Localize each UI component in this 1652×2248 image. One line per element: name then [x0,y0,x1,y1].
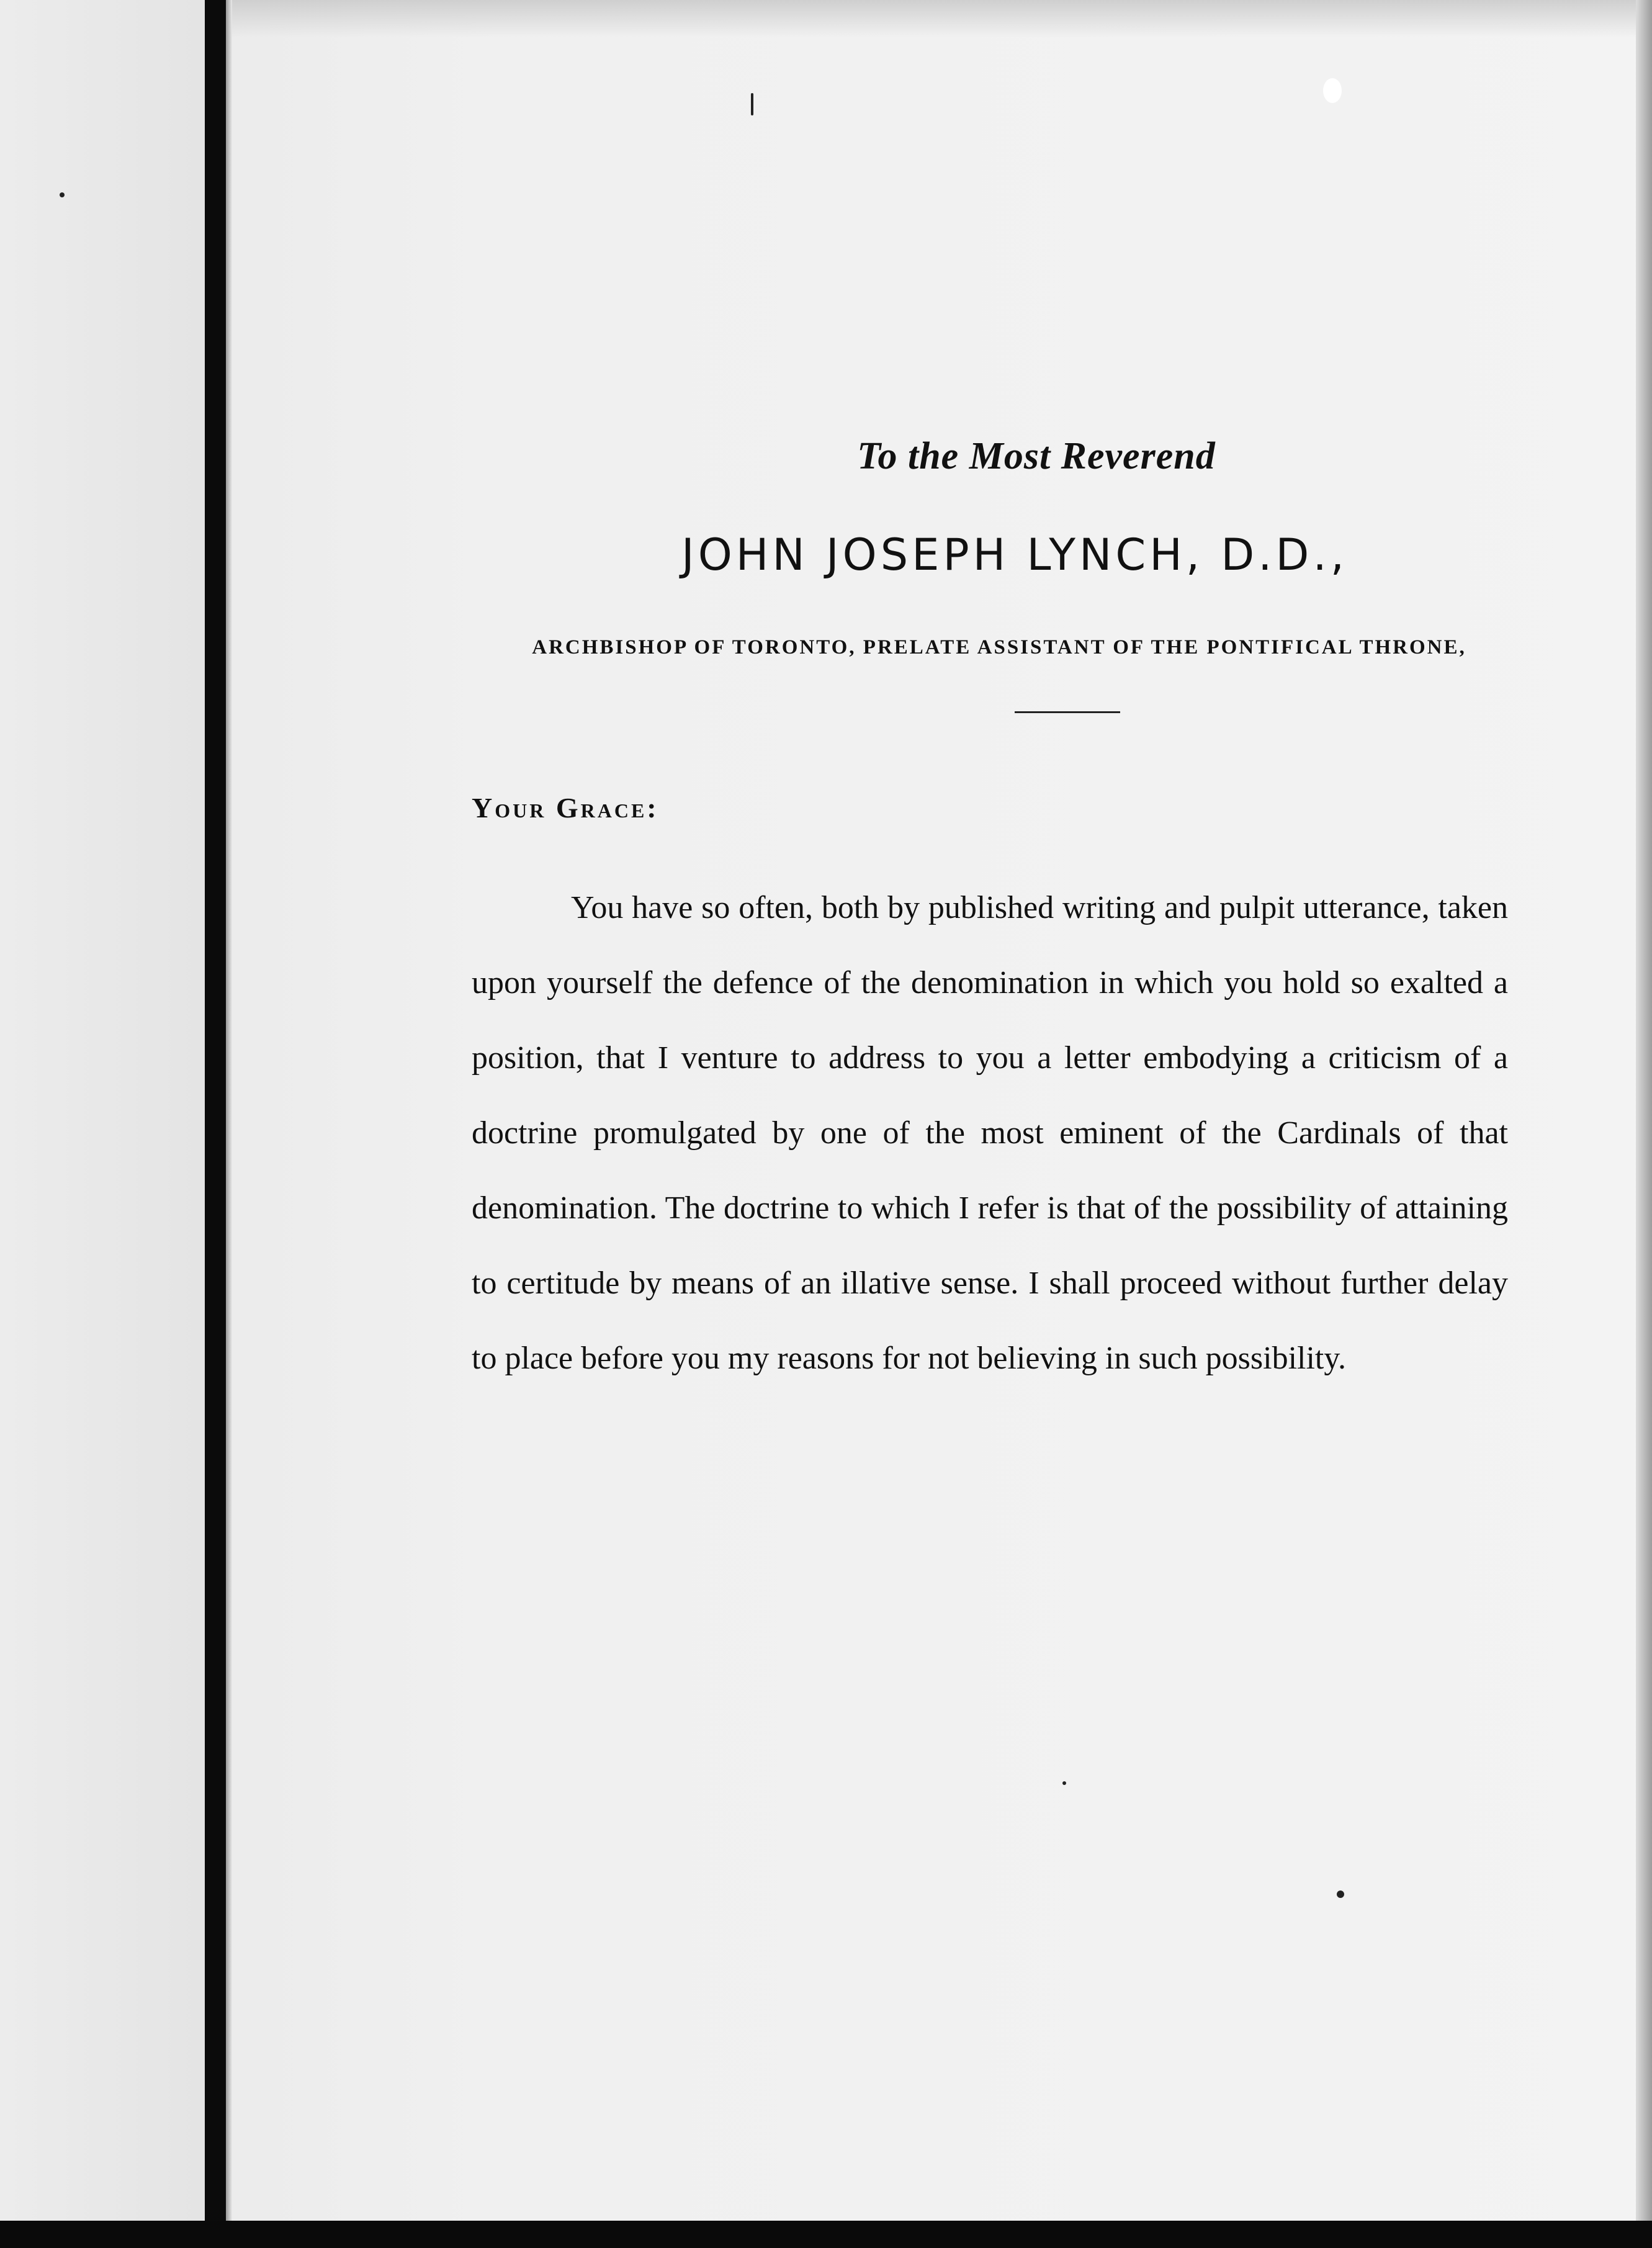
book-binding-gutter [205,0,226,2248]
left-facing-page [0,0,205,2248]
top-edge-shadow [232,0,1636,37]
ink-speck [1062,1781,1066,1785]
letter-body: You have so often, both by published writing and pulpit utterance, taken upon yourself the defence of the denomination in which you hold so exalted a position, that I venture to address to you a letter embodying a criticism of a doctrine promulgated by one of the most eminent of the Cardinals of that denomination. The doctrine to which I refer is that of the possibility of attaining to certitude by means of an illative sense. I shall proceed without further delay to place before you my reasons for not believing in such possibility. [472,890,1508,1376]
paper-flaw [1323,78,1342,103]
gutter-shadow [226,0,232,2248]
ink-speck [60,192,65,197]
letter-page [472,434,1514,1396]
right-page-edge [1636,0,1652,2248]
ink-speck [1337,1891,1344,1898]
ink-speck [751,93,753,115]
dedication-line: To the Most Reverend [857,435,1216,477]
bottom-scan-border [0,2221,1652,2248]
salutation: Your Grace: [472,792,659,824]
recipient-titles: ARCHBISHOP OF TORONTO, PRELATE ASSISTANT OF THE PONTIFICAL THRONE, [532,636,1466,659]
recipient-name: JOHN JOSEPH LYNCH, D.D., [681,529,1348,580]
section-divider [1015,711,1120,713]
